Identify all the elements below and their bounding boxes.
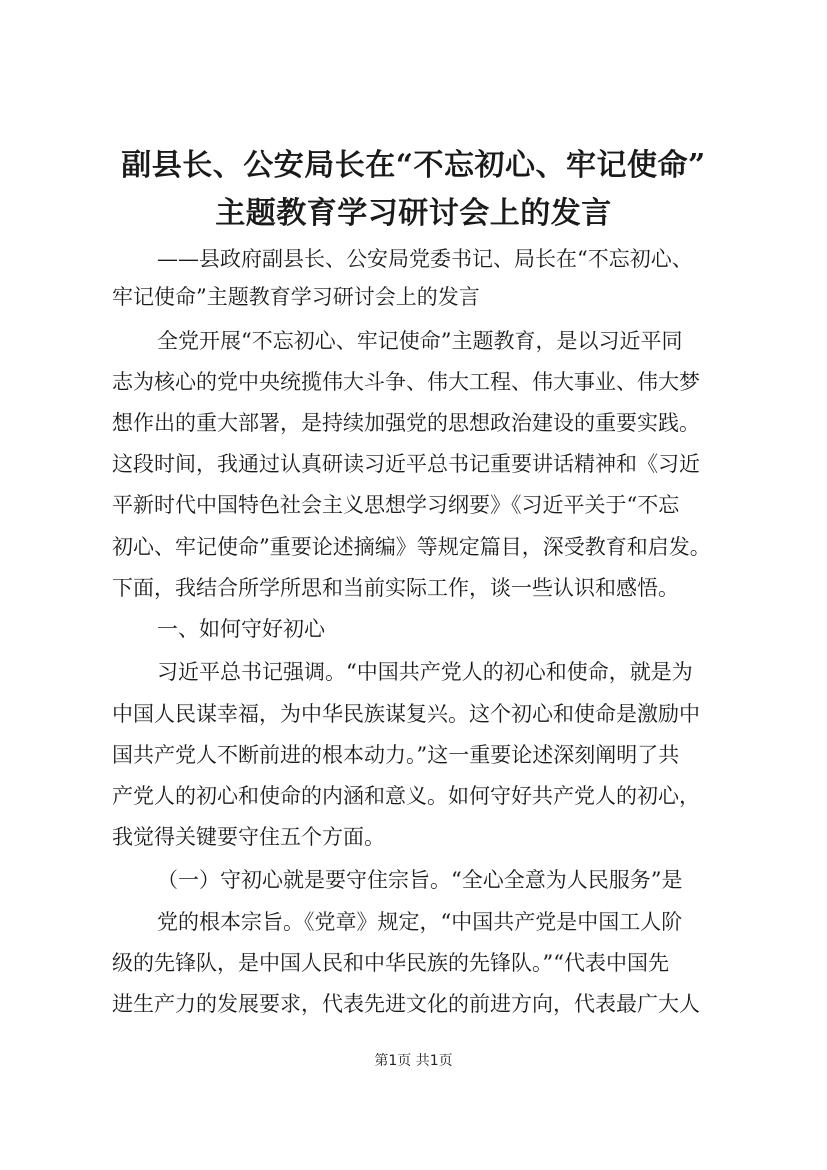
- paragraph-2-line-4: 产党人的初心和使命的内涵和意义。如何守好共产党人的初心，: [112, 784, 700, 808]
- document-title-line-1: 副县长、公安局长在“不忘初心、牢记使命”: [121, 148, 706, 183]
- subtitle-line-2: 牢记使命”主题教育学习研讨会上的发言: [112, 285, 480, 309]
- paragraph-3-line-2: 级的先锋队，是中国人民和中华民族的先锋队。”“代表中国先: [112, 951, 669, 975]
- paragraph-1-line-2: 志为核心的党中央统揽伟大斗争、伟大工程、伟大事业、伟大梦: [112, 370, 700, 394]
- paragraph-1-line-1: 全党开展“不忘初心、牢记使命”主题教育，是以习近平同: [157, 329, 683, 353]
- paragraph-1-line-4: 这段时间，我通过认真研读习近平总书记重要讲话精神和《习近: [112, 452, 700, 476]
- paragraph-1-line-6: 初心、牢记使命”重要论述摘编》等规定篇目，深受教育和启发。: [112, 535, 711, 559]
- page-number: 第1页 共1页: [374, 1053, 453, 1069]
- paragraph-2-line-5: 我觉得关键要守住五个方面。: [112, 825, 385, 849]
- paragraph-2-line-3: 国共产党人不断前进的根本动力。”这一重要论述深刻阐明了共: [112, 743, 680, 767]
- document-title-line-2: 主题教育学习研讨会上的发言: [215, 196, 612, 231]
- paragraph-1-line-7: 下面，我结合所学所思和当前实际工作，谈一些认识和感悟。: [112, 576, 679, 600]
- paragraph-1-line-5: 平新时代中国特色社会主义思想学习纲要》《习近平关于“不忘: [112, 493, 680, 517]
- paragraph-2-line-2: 中国人民谋幸福，为中华民族谋复兴。这个初心和使命是激励中: [112, 702, 700, 726]
- paragraph-3-line-1: 党的根本宗旨。《党章》规定，“中国共产党是中国工人阶: [157, 910, 683, 934]
- section-heading-1: 一、如何守好初心: [157, 617, 325, 641]
- paragraph-2-line-1: 习近平总书记强调。“中国共产党人的初心和使命，就是为: [157, 660, 693, 684]
- subtitle-line-1: ——县政府副县长、公安局党委书记、局长在“不忘初心、: [157, 247, 693, 271]
- subsection-heading-1: （一）守初心就是要守住宗旨。“全心全意为人民服务”是: [157, 868, 683, 892]
- paragraph-1-line-3: 想作出的重大部署，是持续加强党的思想政治建设的重要实践。: [112, 411, 700, 435]
- paragraph-3-line-3: 进生产力的发展要求，代表先进文化的前进方向，代表最广大人: [112, 992, 700, 1016]
